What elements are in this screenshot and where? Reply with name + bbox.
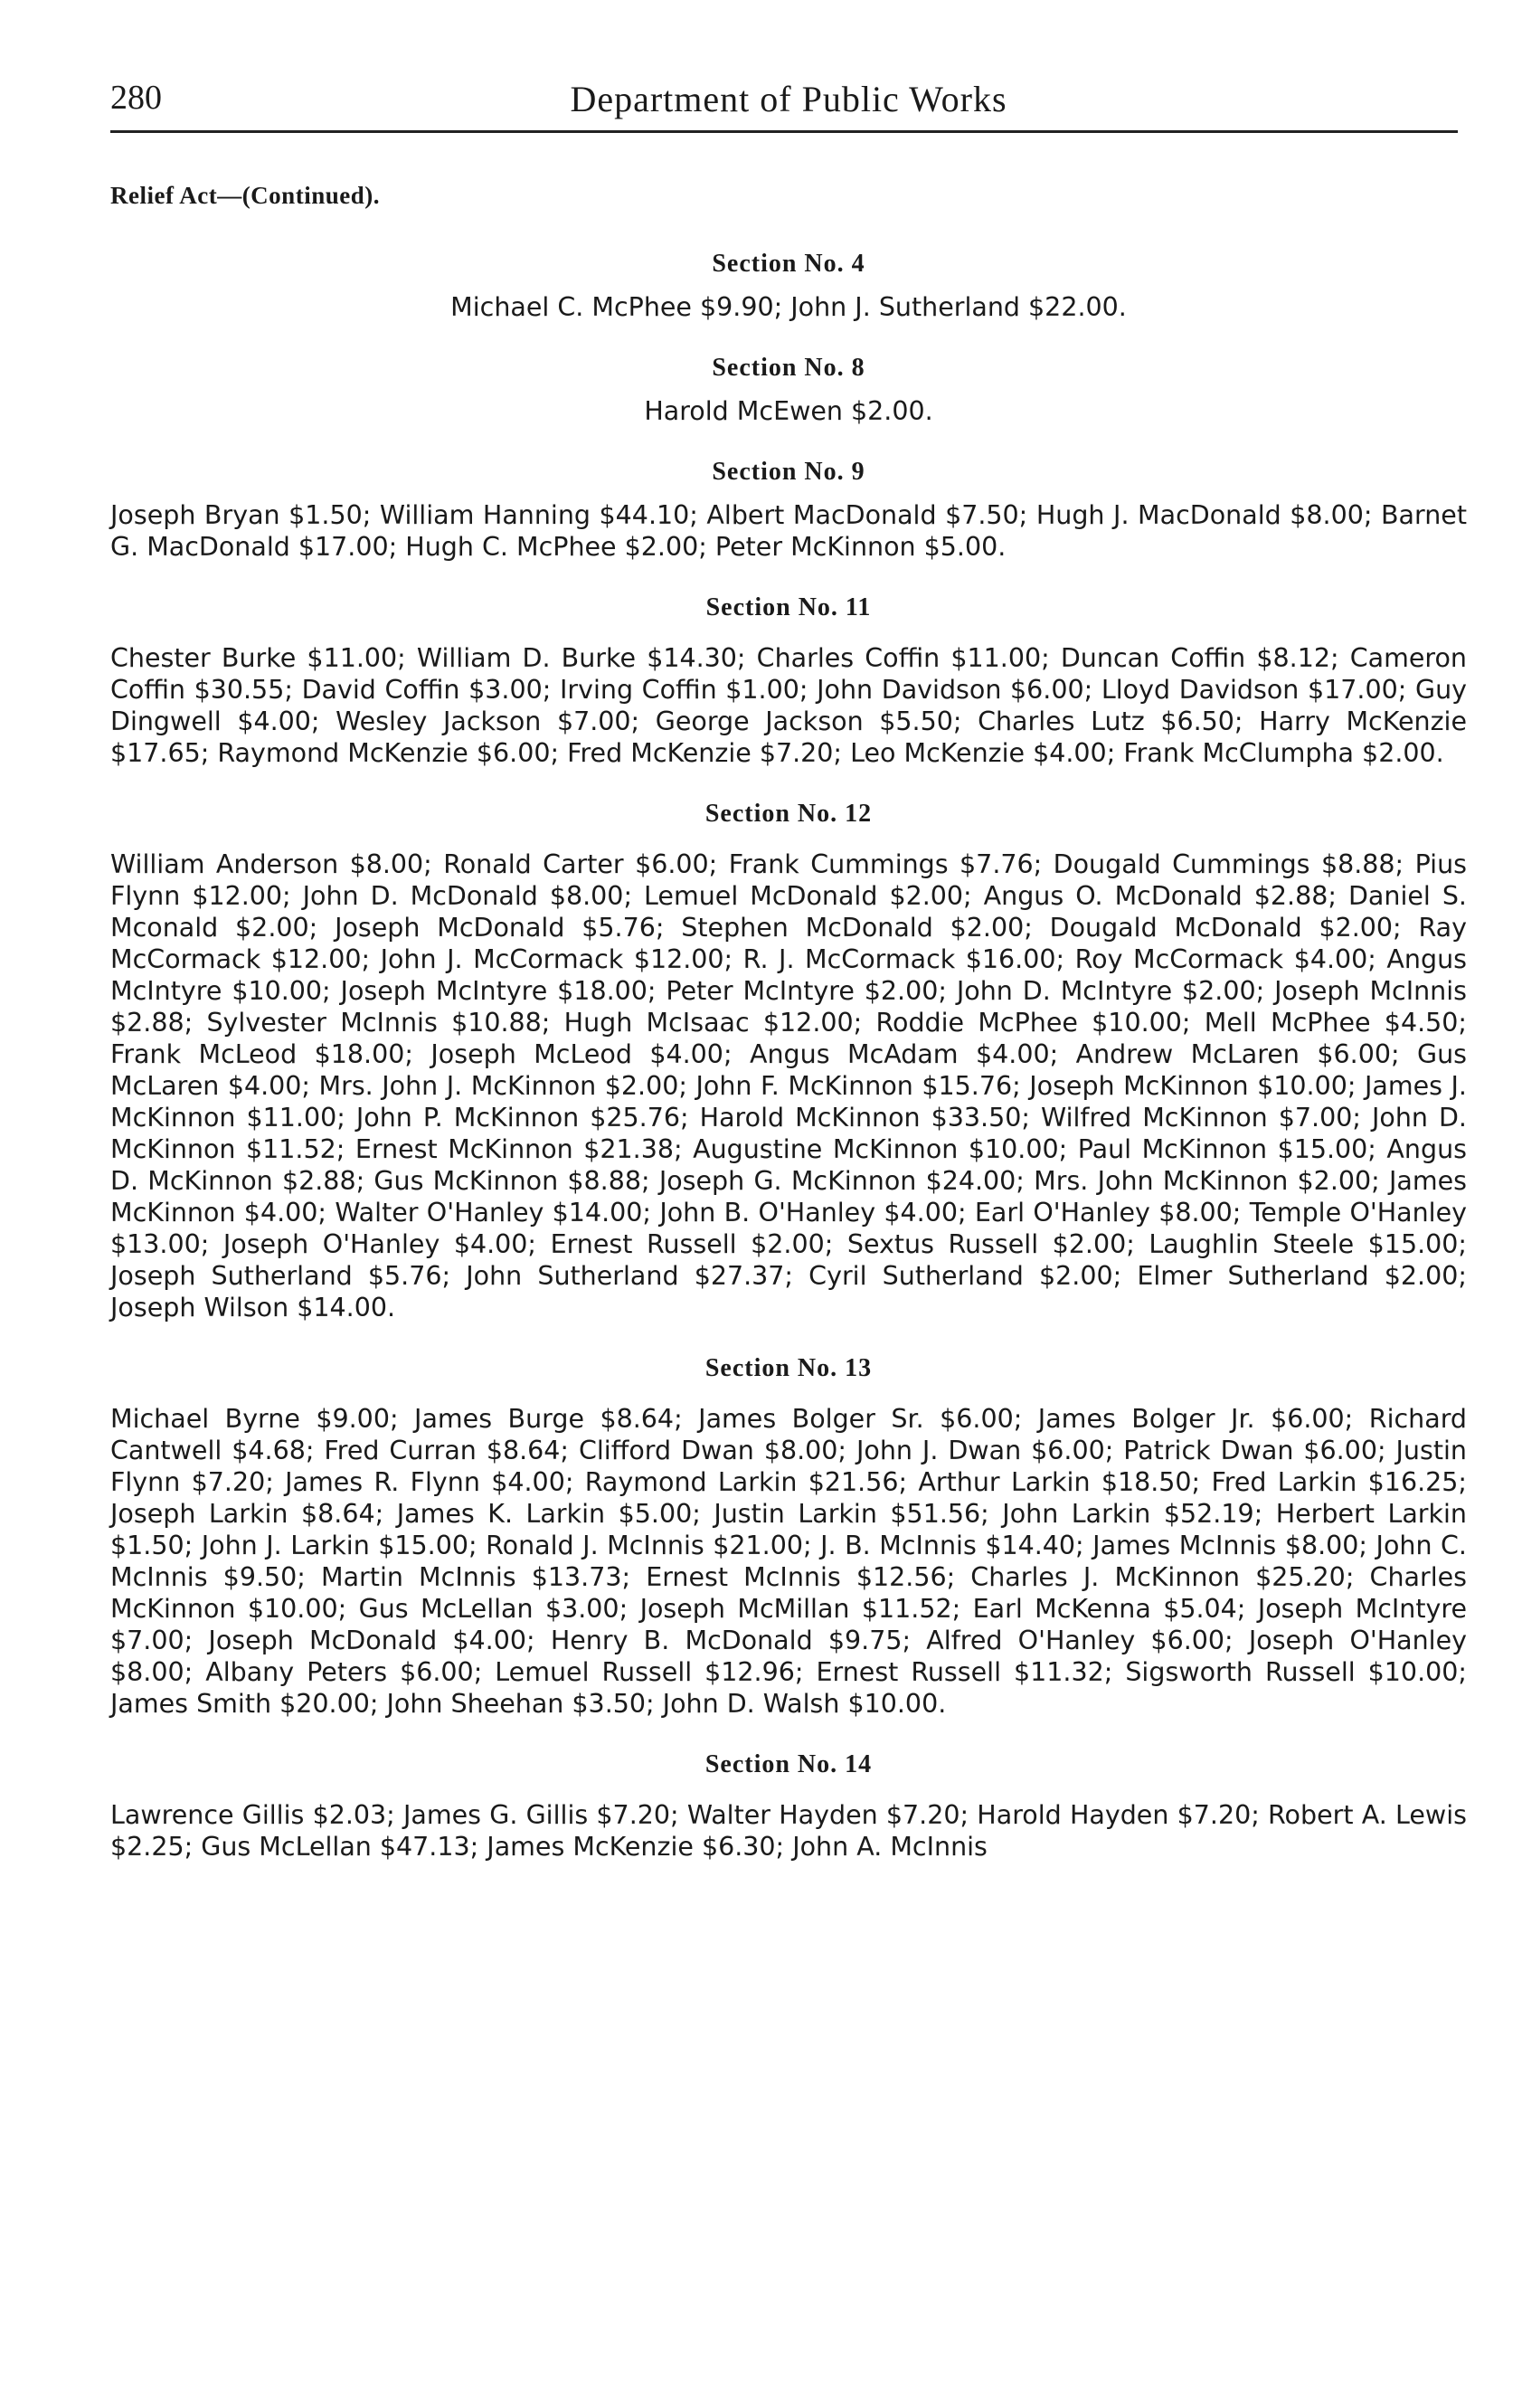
continued-label: Relief Act—(Continued). <box>110 182 380 209</box>
section-body-8: Harold McEwen $2.00. <box>644 396 933 426</box>
section-heading-13: Section No. 13 <box>704 1354 873 1382</box>
section-heading-11: Section No. 11 <box>705 593 872 621</box>
section-heading-8: Section No. 8 <box>712 354 865 382</box>
section-body-14: Lawrence Gillis $2.03; James G. Gillis $7.20; Walter Hayden $7.20; Harold Hayden $7.20; Robert A. Lewis $2.25; Gus McLellan $47.13; James McKenzie $6.30; John A. McInnis <box>110 1800 1467 1862</box>
section-body-11: Chester Burke $11.00; William D. Burke $14.30; Charles Coffin $11.00; Duncan Coffin $8.12; Cameron Coffin $30.55; David Coffin $3.00; Irving Coffin $1.00; John Davidson $6.00; Lloyd Davidson $17.00; Guy Dingwell $4.00; Wesley Jackson $7.00; George Jackson $5.50; Charles Lutz $6.50; Harry McKenzie $17.65; Raymond McKenzie $6.00; Fred McKenzie $7.20; Leo McKenzie $4.00; Frank McClumpha $2.00. <box>110 643 1467 768</box>
page-number: 280 <box>110 79 162 117</box>
document-page <box>110 71 1467 1863</box>
page-header <box>110 71 1467 121</box>
header-rule <box>110 130 1458 133</box>
section-body-4: Michael C. McPhee $9.90; John J. Sutherland $22.00. <box>450 292 1127 322</box>
section-heading-9: Section No. 9 <box>712 458 865 486</box>
running-title: Department of Public Works <box>570 79 1007 119</box>
section-body-12: William Anderson $8.00; Ronald Carter $6.00; Frank Cummings $7.76; Dougald Cummings $8.88; Pius Flynn $12.00; John D. McDonald $8.00; Lemuel McDonald $2.00; Angus O. McDonald $2.88; Daniel S. Mconald $2.00; Joseph McDonald $5.76; Stephen McDonald $2.00; Dougald McDonald $2.00; Ray McCormack $12.00; John J. McCormack $12.00; R. J. McCormack $16.00; Roy McCormack $4.00; Angus McIntyre $10.00; Joseph McIntyre $18.00; Peter McIntyre $2.00; John D. McIntyre $2.00; Joseph McInnis $2.88; Sylvester McInnis $10.88; Hugh McIsaac $12.00; Roddie McPhee $10.00; Mell McPhee $4.50; Frank McLeod $18.00; Joseph McLeod $4.00; Angus McAdam $4.00; Andrew McLaren $6.00; Gus McLaren $4.00; Mrs. John J. McKinnon $2.00; John F. McKinnon $15.76; Joseph McKinnon $10.00; James J. McKinnon $11.00; John P. McKinnon $25.76; Harold McKinnon $33.50; Wilfred McKinnon $7.00; John D. McKinnon $11.52; Ernest McKinnon $21.38; Augustine McKinnon $10.00; Paul McKinnon $15.00; Angus D. McKinnon $2.88; Gus McKinnon $8.88; Joseph G. McKinnon $24.00; Mrs. John McKinnon $2.00; James McKinnon $4.00; Walter O'Hanley $14.00; John B. O'Hanley $4.00; Earl O'Hanley $8.00; Temple O'Hanley $13.00; Joseph O'Hanley $4.00; Ernest Russell $2.00; Sextus Russell $2.00; Laughlin Steele $15.00; Joseph Sutherland $5.76; John Sutherland $27.37; Cyril Sutherland $2.00; Elmer Sutherland $2.00; Joseph Wilson $14.00. <box>110 849 1467 1323</box>
section-body-13: Michael Byrne $9.00; James Burge $8.64; James Bolger Sr. $6.00; James Bolger Jr. $6.00; Richard Cantwell $4.68; Fred Curran $8.64; Clifford Dwan $8.00; John J. Dwan $6.00; Patrick Dwan $6.00; Justin Flynn $7.20; James R. Flynn $4.00; Raymond Larkin $21.56; Arthur Larkin $18.50; Fred Larkin $16.25; Joseph Larkin $8.64; James K. Larkin $5.00; Justin Larkin $51.56; John Larkin $52.19; Herbert Larkin $1.50; John J. Larkin $15.00; Ronald J. McInnis $21.00; J. B. McInnis $14.40; James McInnis $8.00; John C. McInnis $9.50; Martin McInnis $13.73; Ernest McInnis $12.56; Charles J. McKinnon $25.20; Charles McKinnon $10.00; Gus McLellan $3.00; Joseph McMillan $11.52; Earl McKenna $5.04; Joseph McIntyre $7.00; Joseph McDonald $4.00; Henry B. McDonald $9.75; Alfred O'Hanley $6.00; Joseph O'Hanley $8.00; Albany Peters $6.00; Lemuel Russell $12.96; Ernest Russell $11.32; Sigsworth Russell $10.00; James Smith $20.00; John Sheehan $3.50; John D. Walsh $10.00. <box>110 1404 1467 1719</box>
section-body-9: Joseph Bryan $1.50; William Hanning $44.10; Albert MacDonald $7.50; Hugh J. MacDonald $8.00; Barnet G. MacDonald $17.00; Hugh C. McPhee $2.00; Peter McKinnon $5.00. <box>110 500 1467 562</box>
section-heading-12: Section No. 12 <box>704 800 873 828</box>
section-heading-4: Section No. 4 <box>712 250 865 278</box>
section-heading-14: Section No. 14 <box>704 1750 873 1778</box>
